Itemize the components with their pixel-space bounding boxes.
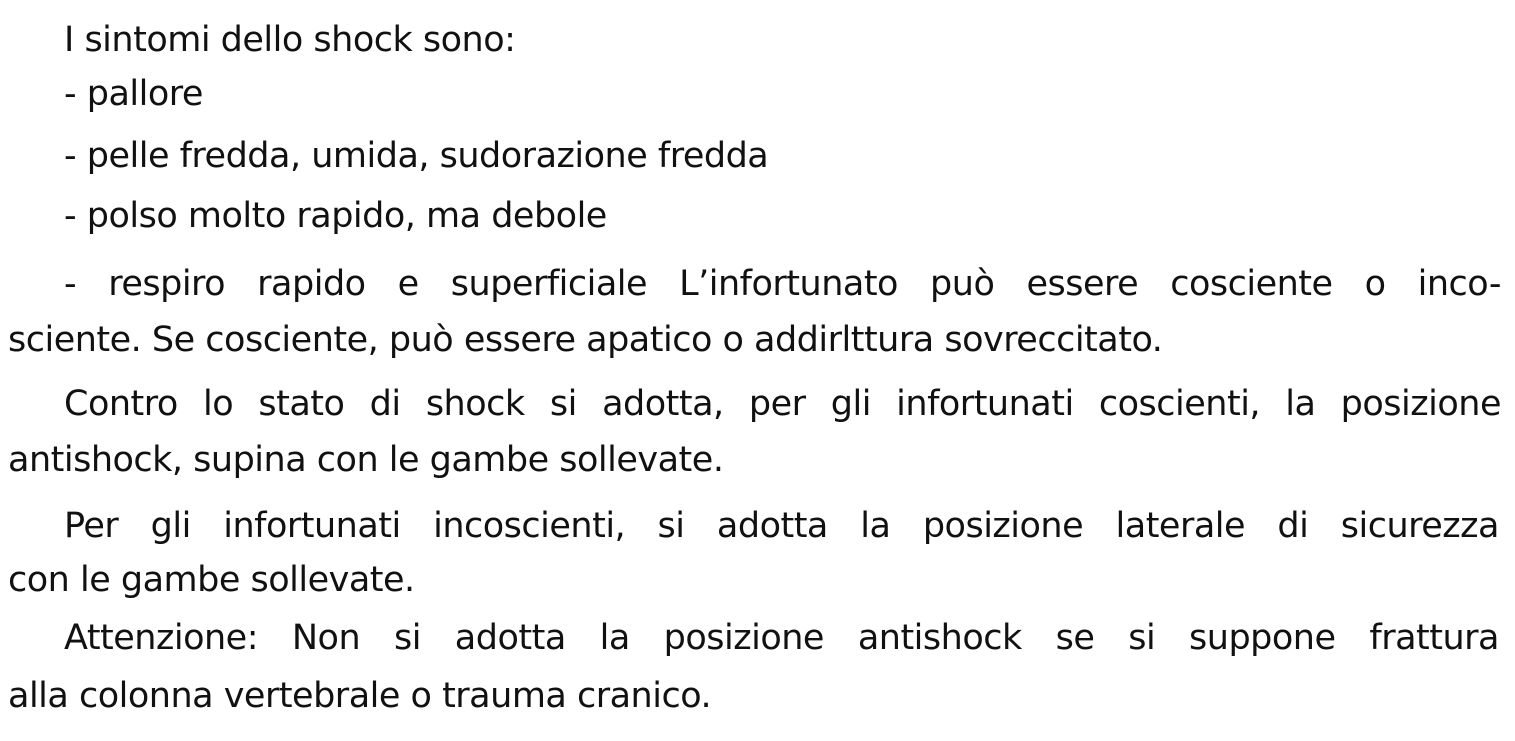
paragraph-line: Contro lo stato di shock si adotta, per gli infortunati coscienti, la posizione — [64, 384, 1501, 424]
paragraph-line: con le gambe sollevate. — [8, 560, 415, 600]
list-item: - polso molto rapido, ma debole — [64, 196, 607, 236]
paragraph-line: Attenzione: Non si adotta la posizione antishock se si suppone frattura — [64, 618, 1499, 658]
paragraph-line: alla colonna vertebrale o trauma cranico. — [8, 676, 712, 716]
list-intro: I sintomi dello shock sono: — [64, 20, 516, 60]
list-item: - pallore — [64, 74, 203, 114]
paragraph-line: Per gli infortunati incoscienti, si adotta la posizione laterale di sicurezza — [64, 506, 1499, 546]
paragraph-line: antishock, supina con le gambe sollevate. — [8, 440, 724, 480]
list-item: - pelle fredda, umida, sudorazione fredda — [64, 136, 769, 176]
paragraph-line: sciente. Se cosciente, può essere apatico o addirlttura sovreccitato. — [8, 320, 1163, 360]
list-item: - respiro rapido e superficiale L’infortunato può essere cosciente o inco- — [64, 264, 1501, 304]
